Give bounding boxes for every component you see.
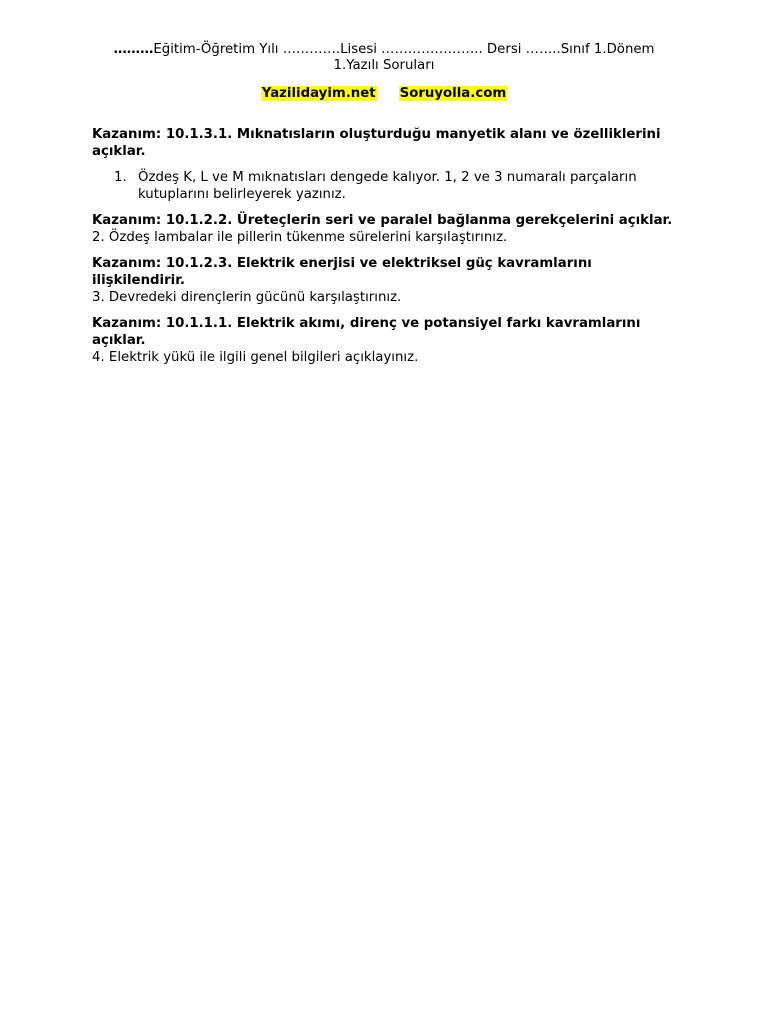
- site-link-yazilidayim[interactable]: Yazilidayim.net: [261, 86, 376, 101]
- header-dots: ………: [113, 42, 154, 57]
- section-1: [92, 126, 682, 203]
- section-4: [92, 315, 682, 366]
- question-text: 3. Devredeki dirençlerin gücünü karşılaştırınız.: [92, 290, 402, 305]
- question-number: 1.: [114, 170, 127, 185]
- question-item: [92, 169, 682, 203]
- header-line-2: 1.Yazılı Soruları: [333, 58, 435, 73]
- kazanim-heading: Kazanım: 10.1.1.1. Elektrik akımı, direnç ve potansiyel farkı kavramlarını açıklar.: [92, 316, 641, 348]
- question-text: 2. Özdeş lambalar ile pillerin tükenme sürelerini karşılaştırınız.: [92, 230, 508, 245]
- site-links: [0, 85, 768, 102]
- kazanim-heading: Kazanım: 10.1.2.3. Elektrik enerjisi ve elektriksel güç kavramlarını ilişkilendirir.: [92, 256, 592, 288]
- exam-header: [60, 42, 708, 74]
- header-title: Eğitim-Öğretim Yılı ………….Lisesi ………………….. Dersi ……..Sınıf 1.Dönem: [153, 42, 655, 57]
- kazanim-heading: Kazanım: 10.1.3.1. Mıknatısların oluşturduğu manyetik alanı ve özelliklerini açıklar.: [92, 127, 661, 159]
- section-2: [92, 212, 682, 246]
- section-3: [92, 255, 682, 306]
- question-text: 4. Elektrik yükü ile ilgili genel bilgileri açıklayınız.: [92, 350, 419, 365]
- exam-content: [92, 126, 682, 366]
- site-link-soruyolla[interactable]: Soruyolla.com: [399, 86, 507, 101]
- kazanim-heading: Kazanım: 10.1.2.2. Üreteçlerin seri ve paralel bağlanma gerekçelerini açıklar.: [92, 213, 673, 228]
- question-list: [92, 169, 682, 203]
- header-line-1: [60, 42, 708, 58]
- question-text: Özdeş K, L ve M mıknatısları dengede kalıyor. 1, 2 ve 3 numaralı parçaların kutuplarını belirleyerek yazınız.: [138, 170, 637, 202]
